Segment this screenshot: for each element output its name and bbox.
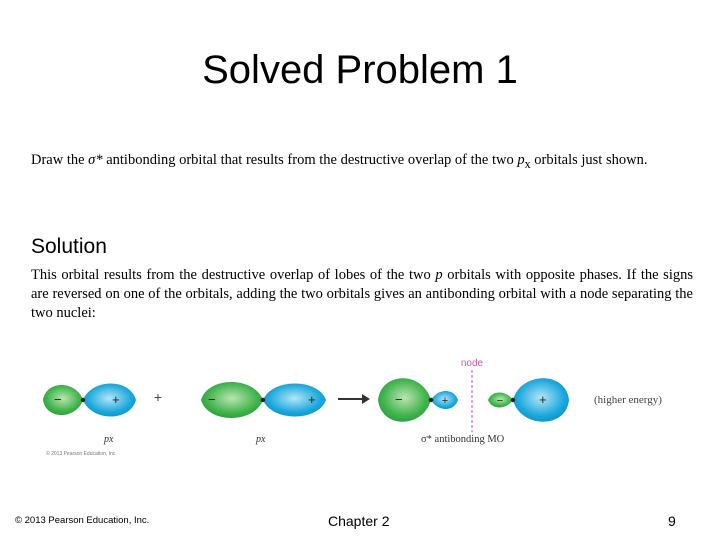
orbital-diagram — [36, 352, 686, 462]
problem-text — [31, 151, 691, 174]
mo-label: σ* antibonding MO — [421, 434, 505, 445]
minus-sign: − — [496, 395, 504, 407]
minus-sign: − — [54, 392, 62, 407]
slide-title: Solved Problem 1 — [202, 48, 518, 92]
p-symbol: p — [517, 152, 525, 168]
sigma-star-symbol: σ* — [88, 152, 103, 168]
solution-heading: Solution — [31, 235, 107, 258]
nucleus-dot — [511, 398, 515, 402]
solution-text-part: This orbital results from the destructive overlap of lobes of the two — [31, 267, 436, 283]
figure-copyright: © 2013 Pearson Education, Inc. — [46, 451, 117, 457]
blue-lobe — [263, 384, 326, 417]
nucleus-dot — [429, 398, 433, 402]
px-label-2: px — [256, 434, 266, 445]
node-label: node — [460, 358, 484, 369]
plus-sign: + — [441, 395, 449, 407]
nucleus-dot — [261, 398, 265, 402]
orbital-figure — [36, 352, 686, 462]
arrow-icon — [338, 394, 370, 404]
blue-lobe — [83, 384, 136, 417]
energy-label: (higher energy) — [594, 394, 662, 406]
plus-sign: + — [539, 392, 547, 407]
nucleus-dot — [81, 398, 85, 402]
problem-text-part: orbitals just shown. — [530, 152, 648, 168]
minus-sign: − — [208, 392, 216, 407]
solution-text-part: orbitals with opposite phases. If the signs are reversed on one of the orbitals, adding the two orbitals gives an antibonding orbital with a node separating the two nuclei: — [31, 267, 693, 321]
problem-text-part: antibonding orbital that results from the destructive overlap of the two — [102, 152, 518, 168]
footer-chapter: Chapter 2 — [328, 513, 390, 529]
footer-copyright: © 2013 Pearson Education, Inc. — [15, 515, 150, 526]
plus-sign: + — [112, 392, 120, 407]
antibonding-mo — [378, 358, 569, 432]
plus-sign: + — [308, 392, 316, 407]
solution-text — [31, 266, 693, 323]
green-lobe — [43, 385, 83, 415]
p-symbol: p — [435, 267, 443, 283]
plus-operator: + — [153, 389, 163, 405]
x-subscript: x — [524, 156, 531, 171]
page-number: 9 — [668, 513, 676, 529]
green-lobe-large — [378, 378, 431, 422]
px-label-1: px — [104, 434, 114, 445]
px-orbital-1 — [43, 384, 136, 417]
px-orbital-2 — [201, 382, 326, 418]
minus-sign: − — [395, 392, 403, 407]
problem-text-part: Draw the — [31, 152, 89, 168]
